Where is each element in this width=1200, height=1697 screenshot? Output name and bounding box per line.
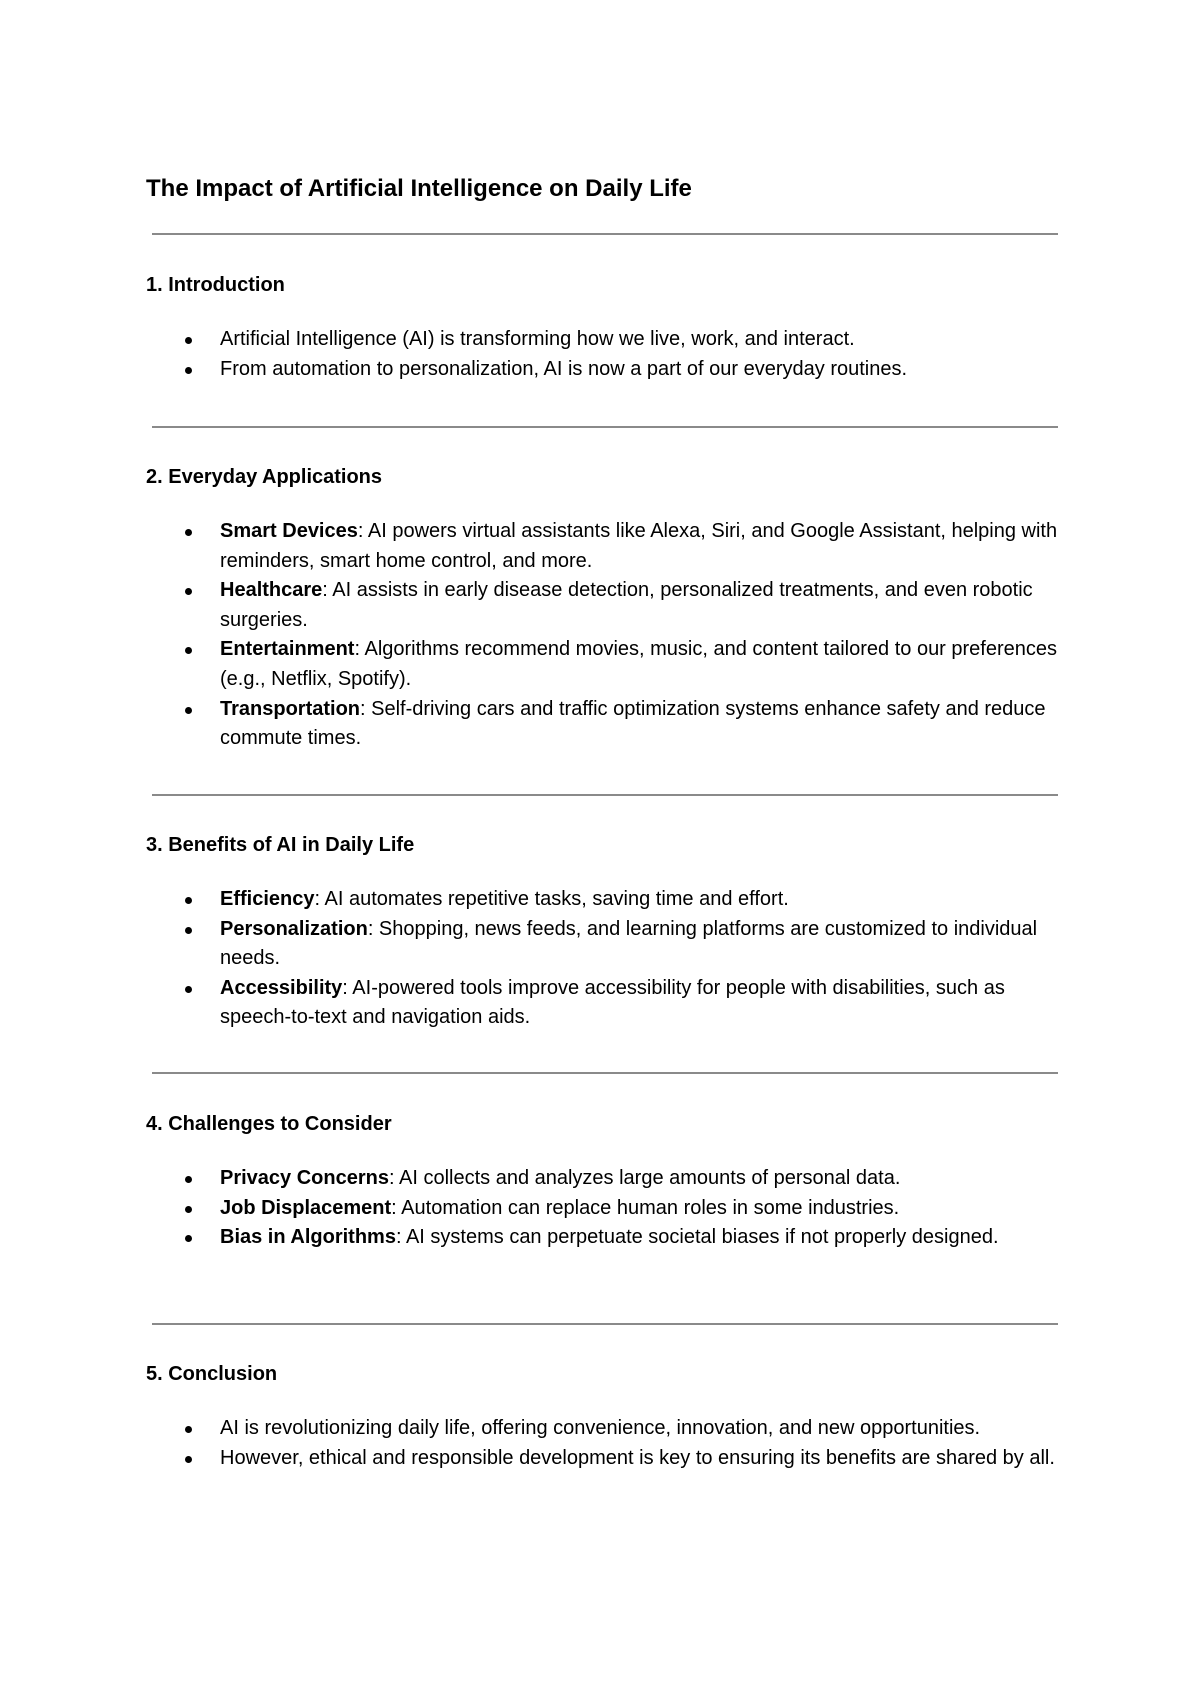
list-item [0, 355, 1070, 385]
bullet-term: Entertainment [220, 638, 355, 661]
bullet-icon [185, 337, 192, 344]
bullet-text: : AI automates repetitive tasks, saving time and effort. [314, 888, 789, 910]
section-divider [152, 794, 1058, 796]
bullet-text: : Shopping, news feeds, and learning platforms are customized to individual needs. [220, 917, 1038, 970]
document-title: The Impact of Artificial Intelligence on Daily Life [146, 175, 692, 202]
list-item [0, 517, 1070, 576]
bullet-text: : AI systems can perpetuate societal biases if not properly designed. [395, 1226, 999, 1249]
bullet-icon [185, 986, 192, 993]
list-item [0, 695, 1070, 754]
bullet-icon [185, 529, 192, 536]
challenges-list [0, 1164, 1200, 1253]
bullet-icon [185, 588, 192, 595]
benefits-list [0, 885, 1200, 1033]
bullet-term: Job Displacement [220, 1196, 392, 1219]
bullet-icon [185, 1206, 192, 1213]
conclusion-list [0, 1414, 1200, 1473]
list-item [0, 1194, 1070, 1224]
section-heading-everyday-applications: 2. Everyday Applications [146, 466, 383, 488]
bullet-term: Efficiency [220, 888, 315, 910]
list-item [0, 1164, 1070, 1194]
bullet-term: Transportation [220, 697, 361, 720]
section-divider [152, 426, 1058, 428]
list-item [0, 915, 1070, 974]
introduction-list [0, 325, 1200, 384]
bullet-text: Artificial Intelligence (AI) is transforming how we live, work, and interact. [220, 328, 855, 350]
bullet-term: Accessibility [220, 976, 343, 999]
list-item [0, 325, 1070, 355]
list-item [0, 885, 1070, 915]
bullet-icon [185, 1456, 192, 1463]
section-heading-conclusion: 5. Conclusion [146, 1363, 278, 1385]
list-item [0, 576, 1070, 635]
bullet-icon [185, 1426, 192, 1433]
bullet-term: Smart Devices [220, 520, 358, 542]
bullet-text: : AI powers virtual assistants like Alexa, Siri, and Google Assistant, helping with reminders, smart home control, and more. [220, 520, 1058, 572]
bullet-icon [185, 1235, 192, 1242]
bullet-text: : AI assists in early disease detection, personalized treatments, and even robotic surgeries. [220, 579, 1033, 631]
section-divider [152, 233, 1058, 235]
bullet-icon [185, 707, 192, 714]
list-item [0, 635, 1070, 694]
bullet-icon [185, 897, 192, 904]
bullet-term: Privacy Concerns [220, 1167, 389, 1189]
bullet-text: : AI-powered tools improve accessibility for people with disabilities, such as speech-to-text and navigation aids. [220, 976, 1005, 1029]
bullet-text: From automation to personalization, AI is now a part of our everyday routines. [220, 357, 908, 380]
section-heading-introduction: 1. Introduction [146, 274, 285, 296]
bullet-icon [185, 647, 192, 654]
bullet-icon [185, 1176, 192, 1183]
bullet-text: : Algorithms recommend movies, music, and content tailored to our preferences (e.g., Netflix, Spotify). [220, 638, 1058, 690]
section-divider [152, 1072, 1058, 1074]
section-heading-benefits: 3. Benefits of AI in Daily Life [146, 834, 415, 856]
section-divider [152, 1323, 1058, 1325]
everyday-applications-list [0, 517, 1200, 754]
list-item [0, 1414, 1070, 1444]
bullet-term: Healthcare [220, 579, 323, 602]
list-item [0, 1444, 1070, 1474]
bullet-text: : AI collects and analyzes large amounts of personal data. [388, 1167, 901, 1189]
bullet-text: : Automation can replace human roles in some industries. [391, 1196, 900, 1219]
section-heading-challenges: 4. Challenges to Consider [146, 1113, 392, 1135]
bullet-text: AI is revolutionizing daily life, offering convenience, innovation, and new opportunities. [220, 1417, 981, 1439]
list-item [0, 1223, 1070, 1253]
bullet-term: Bias in Algorithms [220, 1226, 396, 1249]
list-item [0, 974, 1070, 1033]
bullet-icon [185, 367, 192, 374]
bullet-text: However, ethical and responsible development is key to ensuring its benefits are shared by all. [220, 1446, 1055, 1469]
bullet-term: Personalization [220, 917, 368, 940]
bullet-icon [185, 927, 192, 934]
bullet-text: : Self-driving cars and traffic optimization systems enhance safety and reduce commute times. [220, 697, 1046, 750]
